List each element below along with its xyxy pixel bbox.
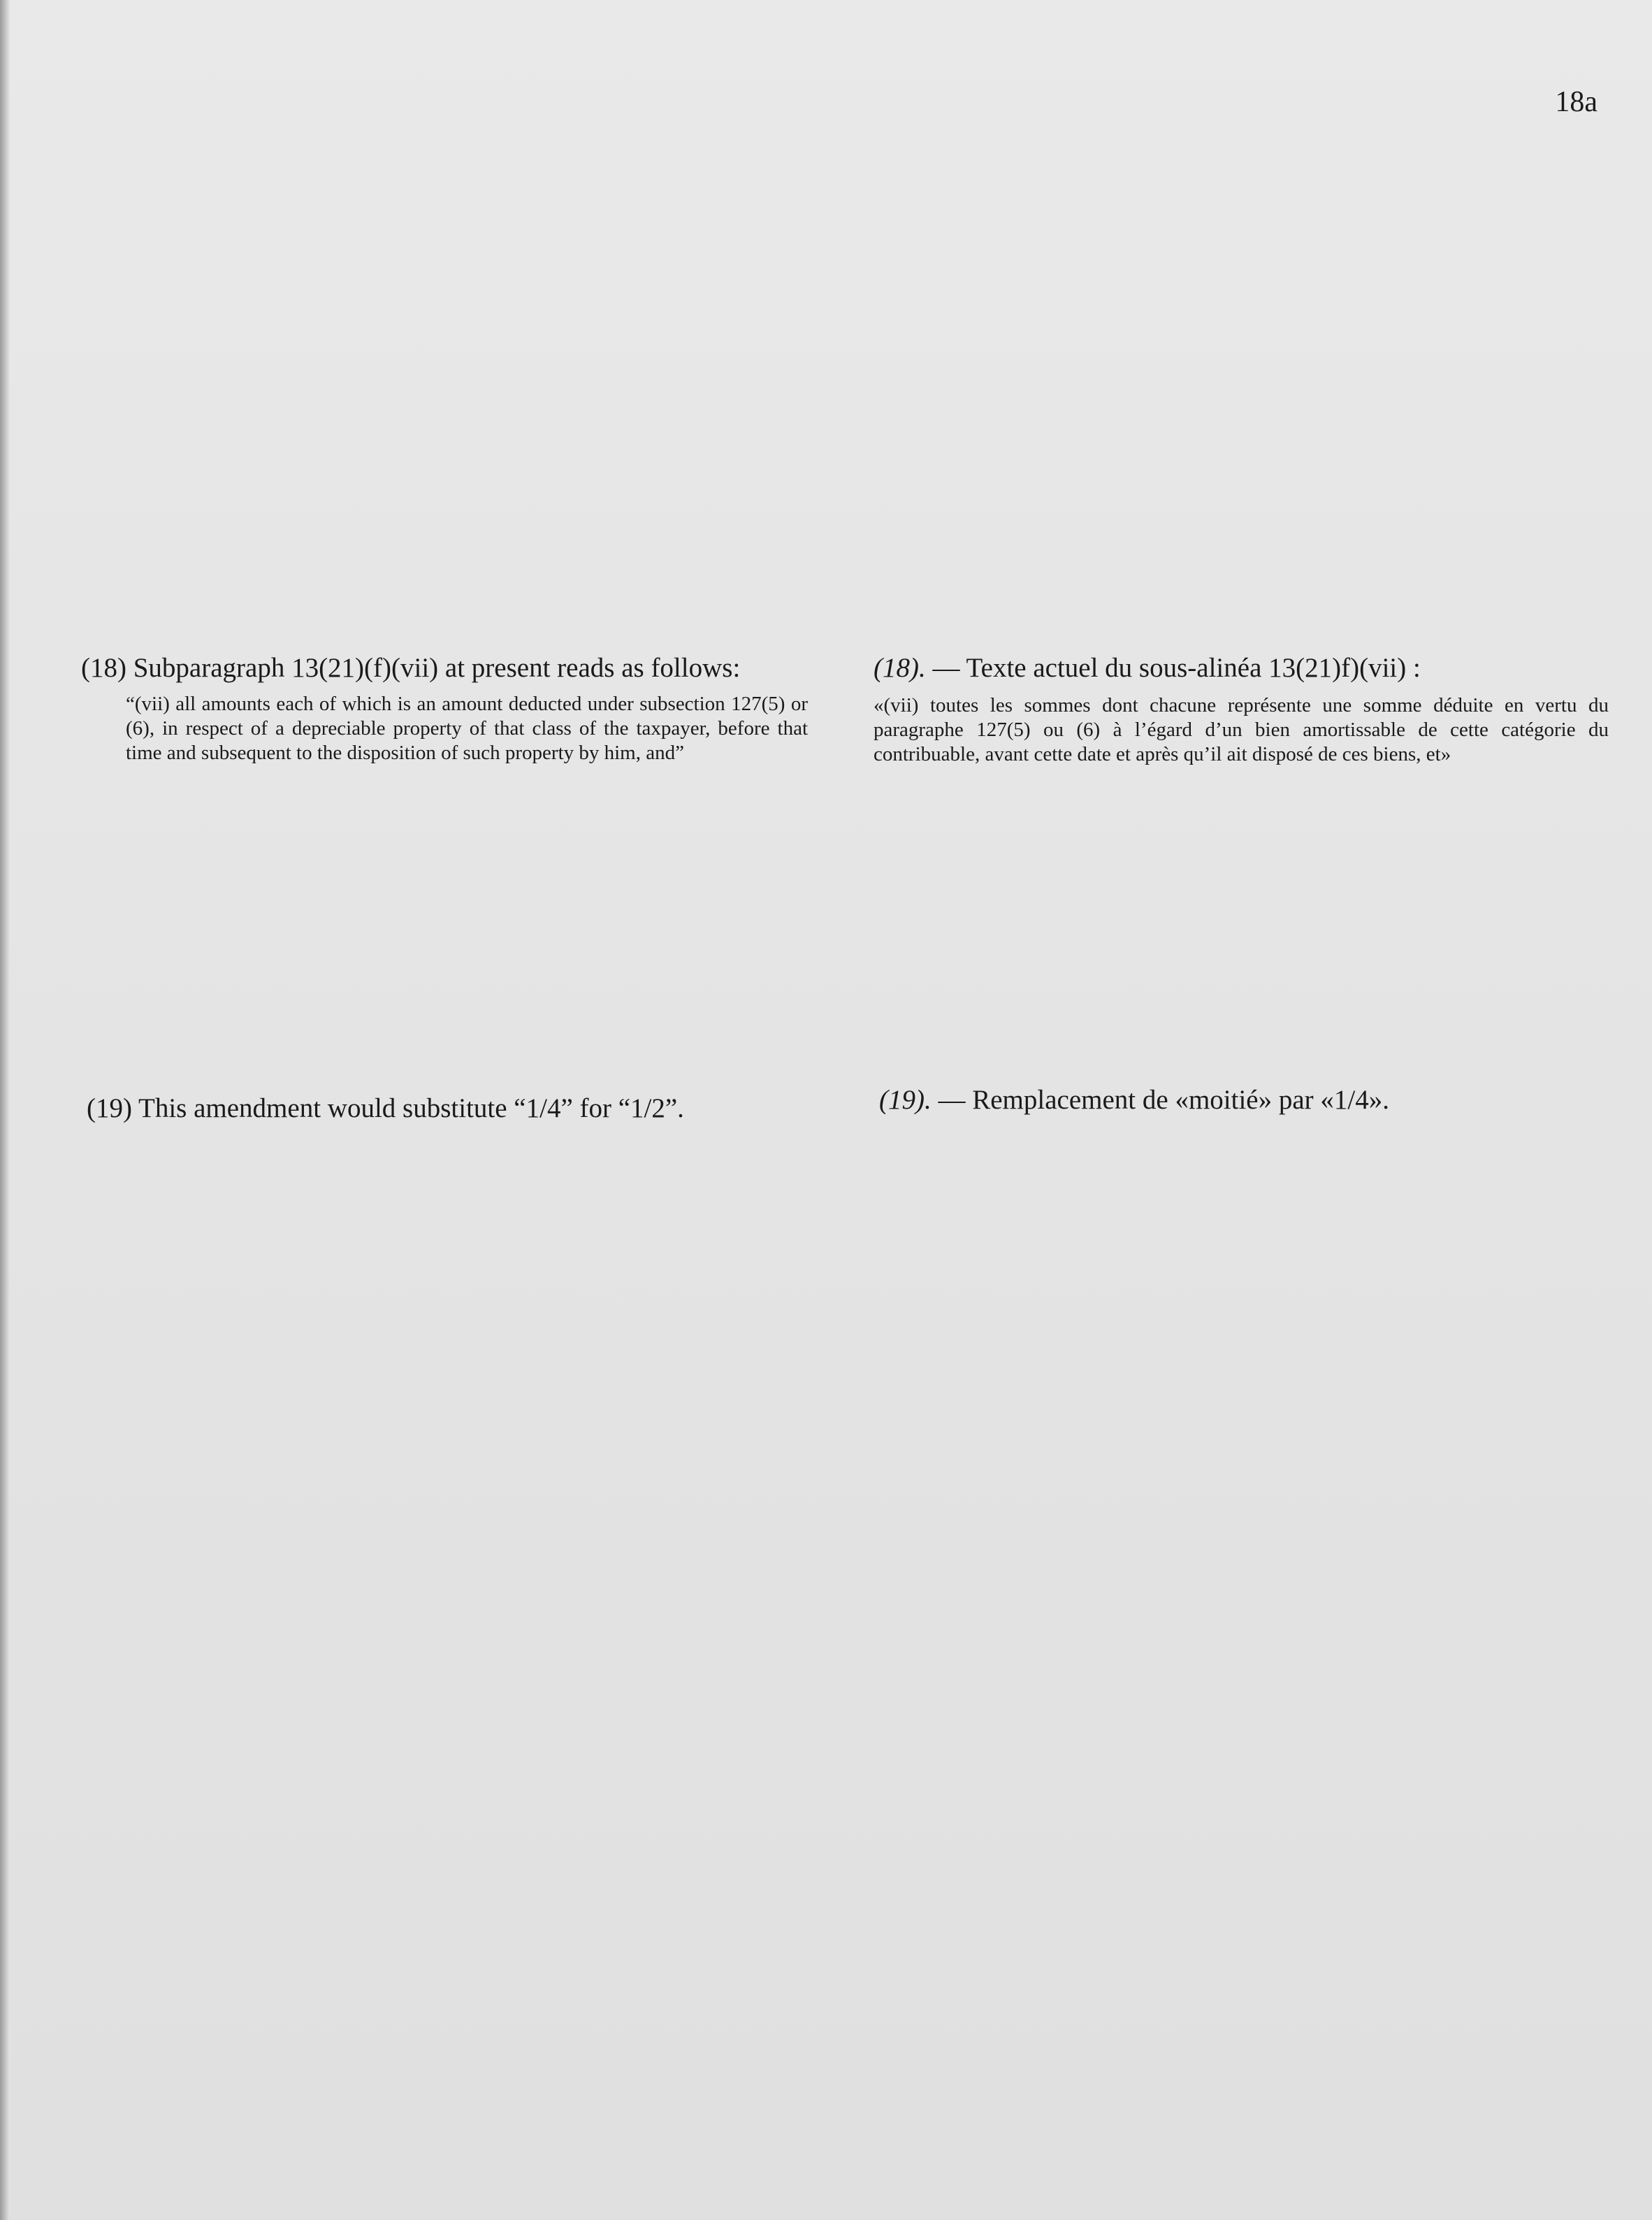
page-number: 18a bbox=[1555, 86, 1597, 118]
note-18-french-heading: — Texte actuel du sous-alinéa 13(21)f)(vii) : bbox=[925, 653, 1421, 683]
note-19-english bbox=[87, 1090, 813, 1127]
note-18-french-heading-line bbox=[874, 650, 1609, 686]
page-shadow-edge bbox=[0, 0, 10, 2220]
note-19-french-line bbox=[879, 1082, 1606, 1118]
note-18-french-quote: «(vii) toutes les sommes dont chacune représente une somme déduite en vertu du paragraphe 127(5) ou (6) à l’égard d’un bien amortissable de cette catégorie du contribuable, avant cette date et après qu’il ait disposé de ces biens, et» bbox=[874, 694, 1609, 765]
note-18-english-heading: (18) Subparagraph 13(21)(f)(vii) at present reads as follows: bbox=[81, 653, 741, 683]
note-18-english bbox=[81, 650, 808, 765]
note-18-english-quote: “(vii) all amounts each of which is an amount deducted under subsection 127(5) or (6), in respect of a depreciable property of that class of the taxpayer, before that time and subsequent to the disposition of such property by him, and” bbox=[126, 693, 808, 764]
note-18-french bbox=[874, 650, 1609, 767]
note-19-french-number: (19). bbox=[879, 1085, 932, 1115]
note-19-french bbox=[879, 1082, 1606, 1118]
note-19-french-text: — Remplacement de «moitié» par «1/4». bbox=[931, 1085, 1389, 1115]
note-18-french-number: (18). bbox=[874, 653, 926, 683]
note-19-english-text: (19) This amendment would substitute “1/4” for “1/2”. bbox=[87, 1093, 684, 1123]
